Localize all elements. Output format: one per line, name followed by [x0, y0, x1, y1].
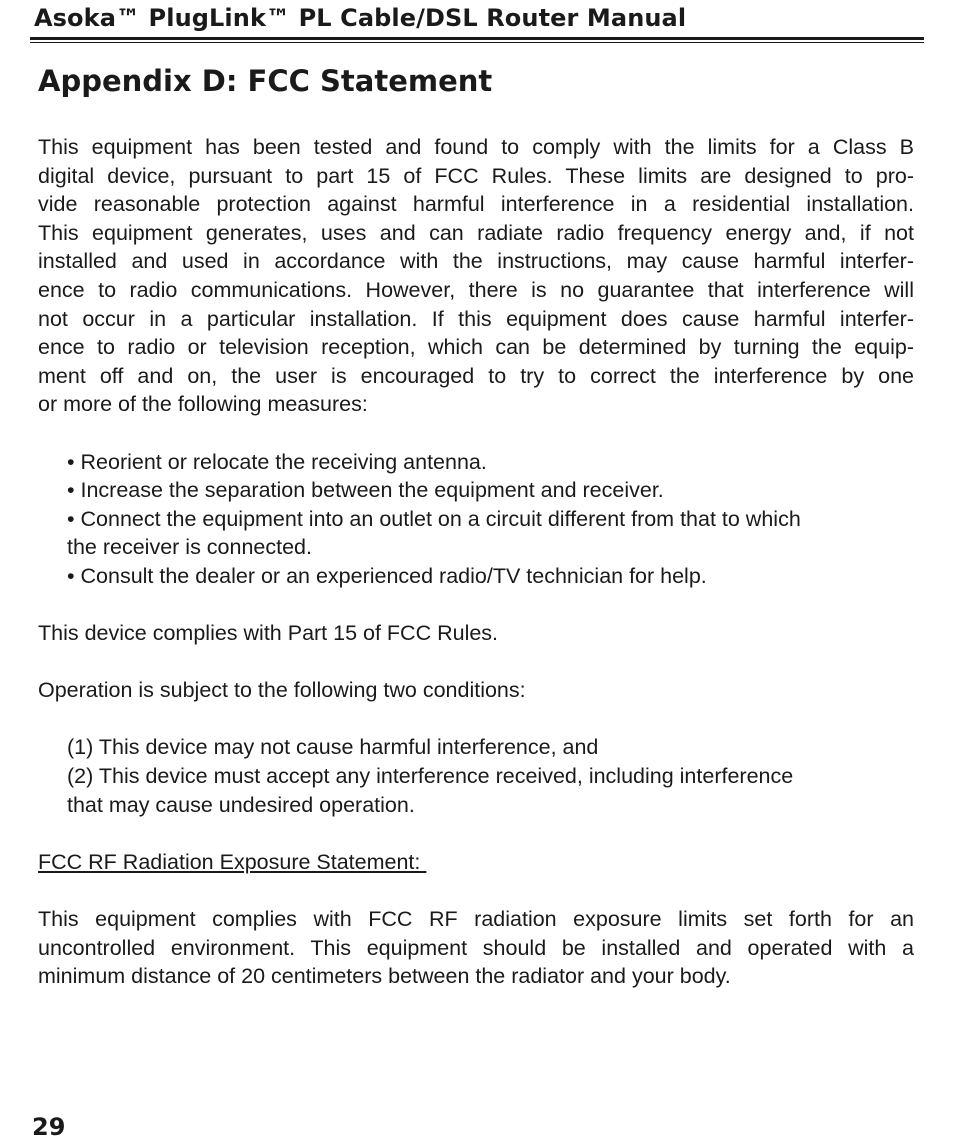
page-body [38, 133, 914, 991]
measures-list [38, 448, 914, 591]
appendix-heading: Appendix D: FCC Statement [38, 64, 493, 98]
condition-item-continuation: that may cause undesired operation. [67, 792, 415, 817]
paragraph-line: minimum distance of 20 centimeters between the radiator and your body. [38, 964, 731, 989]
paragraph-line: This equipment complies with FCC RF radiation exposure limits set forth for an [38, 907, 914, 932]
paragraph-line: This equipment generates, uses and can radiate radio frequency energy and, if not [38, 220, 914, 245]
paragraph-line: not occur in a particular installation. If this equipment does cause harmful interfer- [38, 306, 914, 331]
paragraph-line: ence to radio or television reception, which can be determined by turning the equip- [38, 335, 914, 360]
list-item-continuation: the receiver is connected. [67, 535, 312, 560]
intro-paragraph [38, 133, 914, 419]
page-number: 29 [32, 1113, 66, 1141]
rf-exposure-heading: FCC RF Radiation Exposure Statement: [38, 849, 427, 874]
paragraph-line: or more of the following measures: [38, 392, 368, 417]
paragraph-line: digital device, pursuant to part 15 of FCC Rules. These limits are designed to pro- [38, 163, 914, 188]
list-item: • Reorient or relocate the receiving antenna. [67, 449, 487, 474]
list-item: • Connect the equipment into an outlet on a circuit different from that to which [67, 506, 801, 531]
header-rule-thick [30, 37, 924, 40]
condition-item: (1) This device may not cause harmful interference, and [67, 735, 599, 760]
conditions-list [38, 733, 914, 819]
manual-title: Asoka™ PlugLink™ PL Cable/DSL Router Manual [34, 4, 687, 32]
paragraph-line: installed and used in accordance with the instructions, may cause harmful interfer- [38, 249, 914, 274]
list-item: • Increase the separation between the equipment and receiver. [67, 478, 664, 503]
header-rule-thin [30, 42, 924, 43]
condition-item: (2) This device must accept any interference received, including interference [67, 764, 794, 789]
paragraph-line: ment off and on, the user is encouraged to try to correct the interference by one [38, 363, 914, 388]
paragraph-line: ence to radio communications. However, there is no guarantee that interference will [38, 277, 914, 302]
compliance-statement: This device complies with Part 15 of FCC Rules. [38, 621, 499, 646]
conditions-intro: Operation is subject to the following two conditions: [38, 678, 526, 703]
rf-exposure-paragraph [38, 905, 914, 991]
paragraph-line: uncontrolled environment. This equipment should be installed and operated with a [38, 935, 914, 960]
list-item: • Consult the dealer or an experienced radio/TV technician for help. [67, 563, 707, 588]
paragraph-line: This equipment has been tested and found to comply with the limits for a Class B [38, 135, 914, 159]
paragraph-line: vide reasonable protection against harmful interference in a residential installation. [38, 192, 914, 217]
